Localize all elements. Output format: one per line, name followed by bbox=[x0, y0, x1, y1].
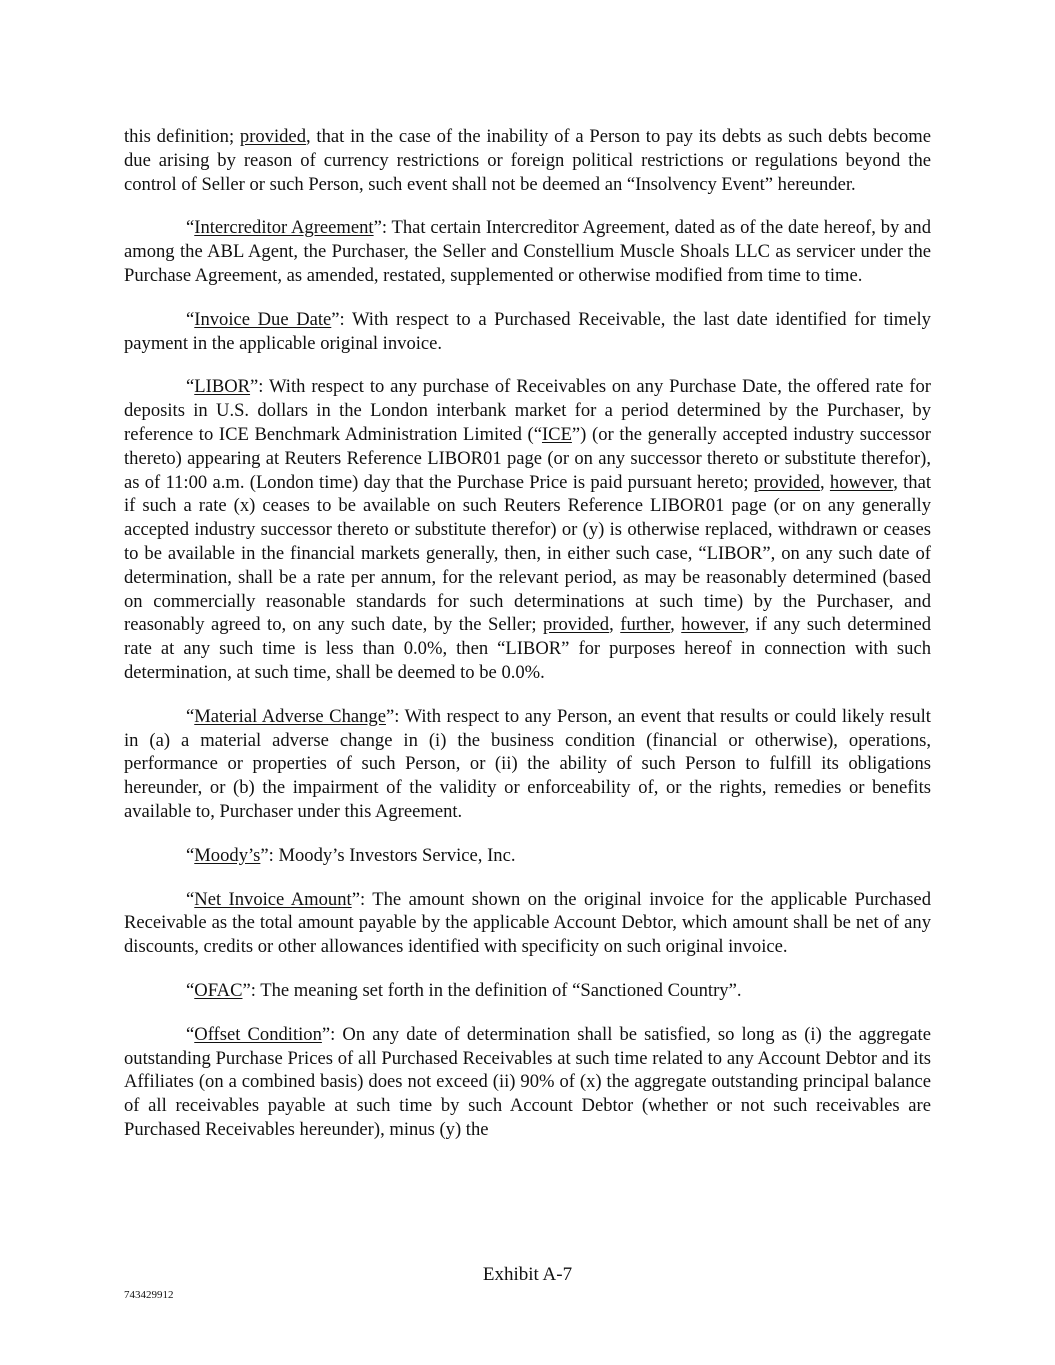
defined-term: OFAC bbox=[194, 979, 243, 1001]
definition-intercreditor-agreement: “Intercreditor Agreement”: That certain Intercreditor Agreement, dated as of the date hereof, by and among the ABL Agent, the Purchaser, the Seller and Constellium Muscle Shoals LLC as servicer under the Purchase Agreement, as amended, restated, supplemented or otherwise modified from time to time. bbox=[124, 217, 931, 286]
defined-term: LIBOR bbox=[194, 376, 251, 398]
document-number: 743429912 bbox=[124, 1289, 174, 1301]
defined-term: Invoice Due Date bbox=[194, 308, 332, 330]
defined-term: Material Adverse Change bbox=[194, 705, 386, 727]
definition-invoice-due-date: “Invoice Due Date”: With respect to a Purchased Receivable, the last date identified for timely payment in the applicable original invoice. bbox=[124, 308, 931, 354]
definition-ofac: “OFAC”: The meaning set forth in the definition of “Sanctioned Country”. bbox=[186, 979, 742, 1001]
definition-net-invoice-amount: “Net Invoice Amount”: The amount shown on the original invoice for the applicable Purchased Receivable as the total amount payable by the applicable Account Debtor, which amount shall be net of any discounts, credits or other allowances identified with specificity on such original invoice. bbox=[124, 888, 931, 958]
definition-material-adverse-change: “Material Adverse Change”: With respect to any Person, an event that results or could likely result in (a) a material adverse change in (i) the business condition (financial or otherwise), operations, performance or properties of such Person, or (ii) the ability of such Person to fulfill its obligations hereunder, or (b) the impairment of the validity or enforceability of, or the rights, remedies or benefits available to, Purchaser under this Agreement. bbox=[124, 705, 931, 822]
document-body bbox=[124, 125, 931, 1162]
definition-offset-condition: “Offset Condition”: On any date of determination shall be satisfied, so long as (i) the aggregate outstanding Purchase Prices of all Purchased Receivables at such time related to any Account Debtor and its Affiliates (on a combined basis) does not exceed (ii) 90% of (x) the aggregate outstanding principal balance of all receivables payable at such time by such Account Debtor (whether or not such receivables are Purchased Receivables hereunder), minus (y) the bbox=[124, 1023, 931, 1140]
definition-moodys: “Moody’s”: Moody’s Investors Service, Inc. bbox=[186, 844, 516, 866]
paragraph-insolvency-tail: this definition; provided, that in the case of the inability of a Person to pay its debts as such debts become due arising by reason of currency restrictions or foreign political restrictions or regulations beyond the control of Seller or such Person, such event shall not be deemed an “Insolvency Event” hereunder. bbox=[124, 126, 932, 195]
exhibit-page-label: Exhibit A-7 bbox=[482, 1264, 573, 1285]
defined-term: Intercreditor Agreement bbox=[194, 217, 374, 239]
definition-libor: “LIBOR”: With respect to any purchase of Receivables on any Purchase Date, the offered rate for deposits in U.S. dollars in the London interbank market for a period determined by the Purchaser, by reference to ICE Benchmark Administration Limited (“ICE”) (or the generally accepted industry successor thereto) appearing at Reuters Reference LIBOR01 page (or on any successor thereto or substitute therefor), as of 11:00 a.m. (London time) day that the Purchase Price is paid pursuant hereto; provided, however, that if such a rate (x) ceases to be available on such Reuters Reference LIBOR01 page (or on any generally accepted industry successor thereto or substitute therefor) or (y) is otherwise replaced, withdrawn or ceases to be available in the financial markets generally, then, in either such case, “LIBOR”, on any such date of determination, shall be a rate per annum, for the relevant period, as may be reasonably determined (based on commercially reasonable standards for such determinations at such time) by the Purchaser, and reasonably agreed to, on any such date, by the Seller; provided, further, however, if any such determined rate at any such time is less than 0.0%, then “LIBOR” for purposes hereof in connection with such determination, at such time, shall be deemed to be 0.0%. bbox=[124, 376, 932, 683]
defined-term: Offset Condition bbox=[194, 1023, 322, 1045]
defined-term: Moody’s bbox=[194, 844, 261, 866]
defined-term: Net Invoice Amount bbox=[194, 888, 352, 910]
